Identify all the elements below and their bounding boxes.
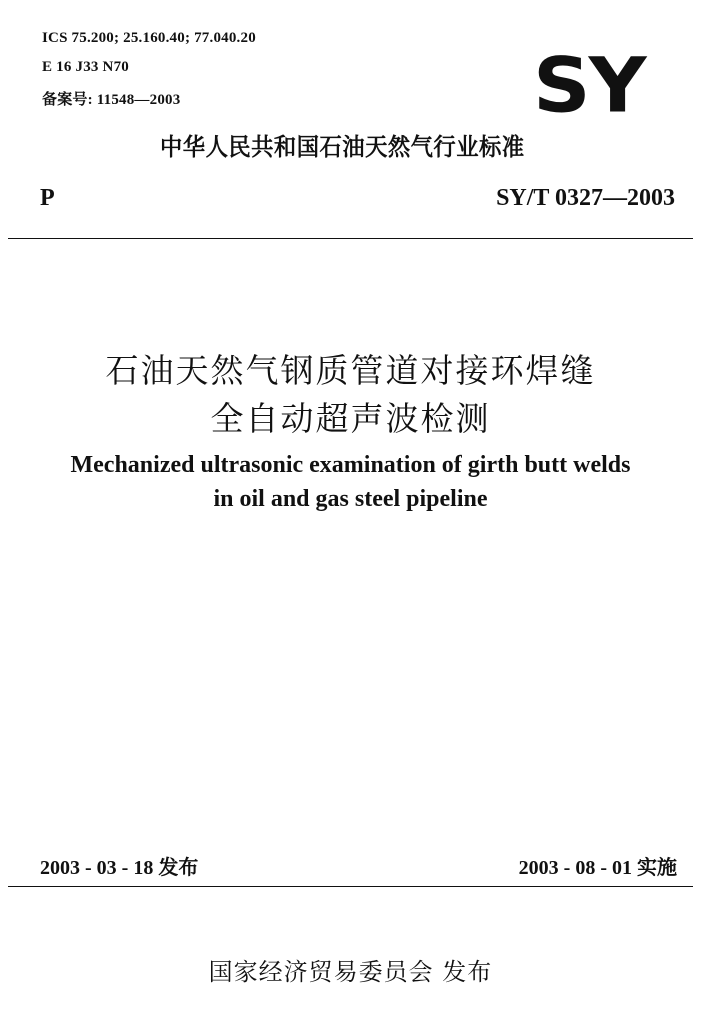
standard-number: SY/T 0327—2003	[496, 185, 675, 211]
issuing-authority: 国家经济贸易委员会 发布	[208, 958, 493, 986]
chinese-title-line-2: 全自动超声波检测	[210, 399, 491, 438]
issue-date: 2003 - 03 - 18 发布	[40, 857, 199, 879]
standard-category: P	[40, 185, 55, 211]
sy-logo: SY	[533, 41, 645, 130]
ics-code: ICS 75.200; 25.160.40; 77.040.20	[42, 30, 256, 46]
implementation-date: 2003 - 08 - 01 实施	[518, 857, 677, 879]
english-title-line-1: Mechanized ultrasonic examination of girth butt welds	[70, 452, 631, 478]
chinese-title-line-1: 石油天然气钢质管道对接环焊缝	[105, 351, 596, 390]
top-divider	[8, 238, 693, 239]
english-title-line-2: in oil and gas steel pipeline	[213, 486, 488, 512]
bottom-divider	[8, 886, 693, 887]
industry-standard-heading: 中华人民共和国石油天然气行业标准	[160, 133, 525, 161]
ccs-code: E 16 J33 N70	[42, 59, 129, 75]
record-number: 备案号: 11548—2003	[42, 92, 181, 108]
